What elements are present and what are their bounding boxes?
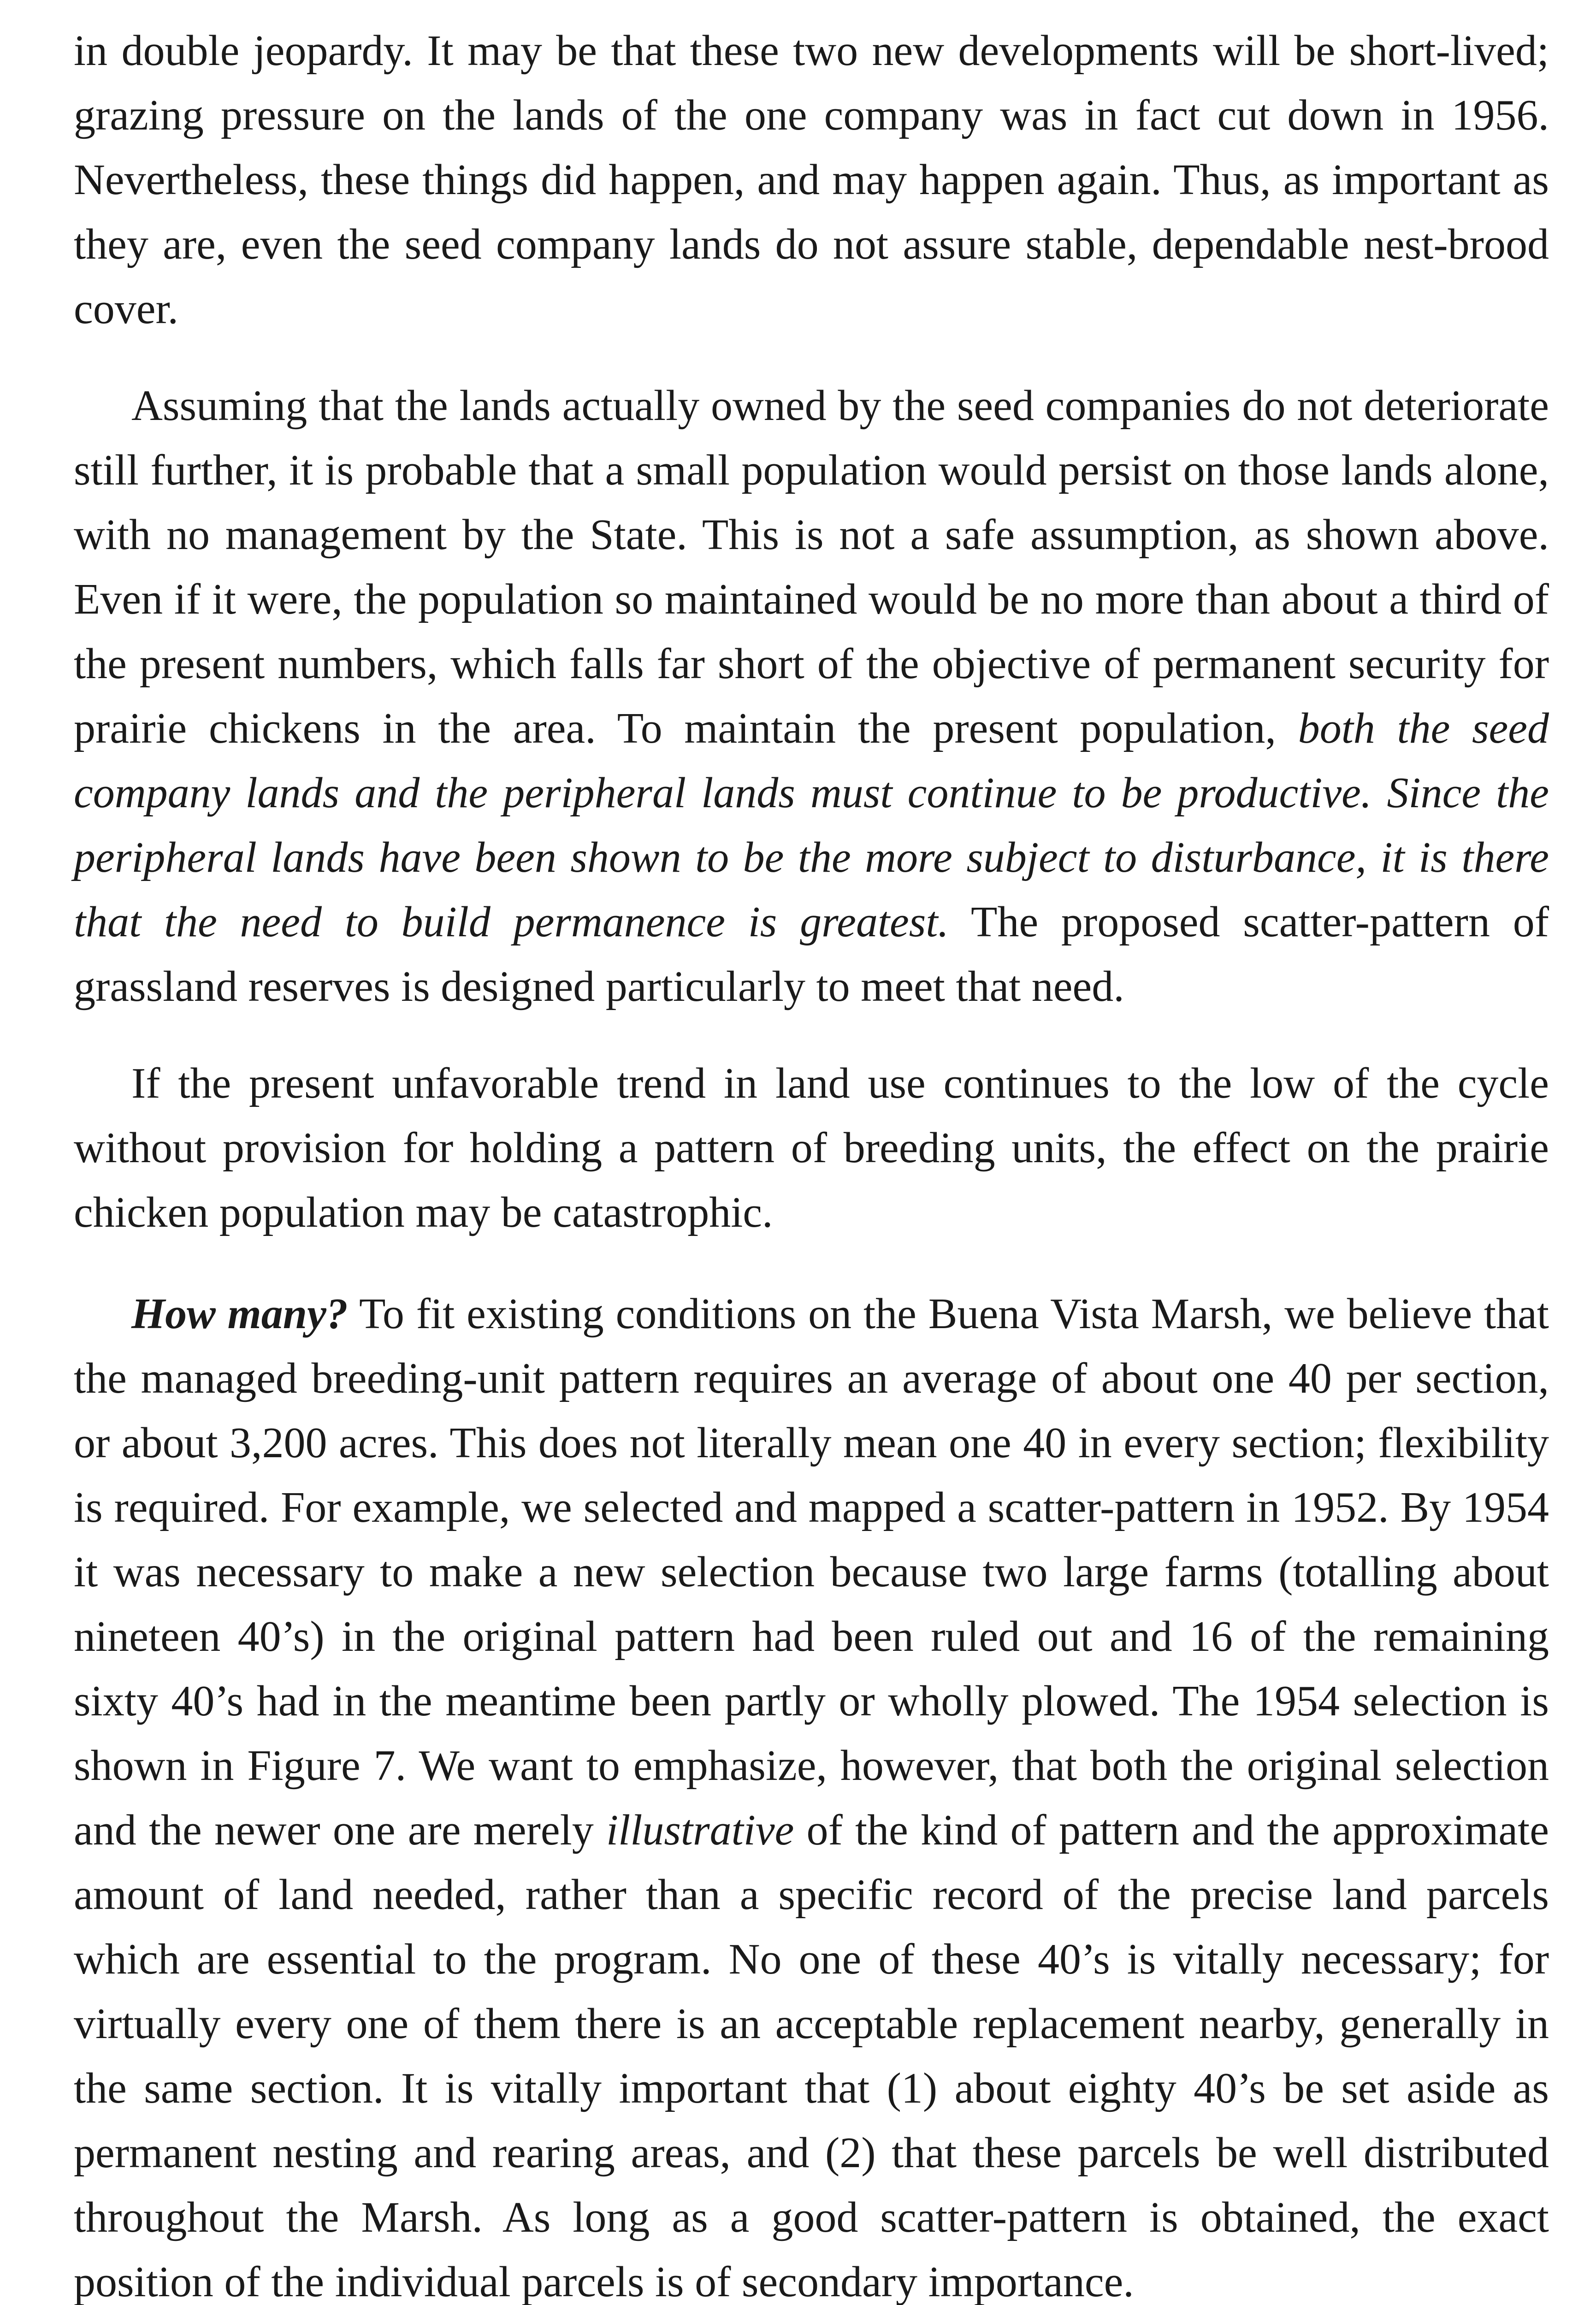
book-page [74, 18, 1549, 2305]
paragraph-seed-company-lands [74, 373, 1549, 1019]
paragraph-unfavorable-trend [74, 1051, 1549, 1245]
paragraph-text: of the kind of pattern and the approximate amount of land needed, rather than a specific record of the precise land parcels which are essential to the program. No one of these 40’s is vitally necessary; for virtually every one of them there is an acceptable replacement nearby, generally in the same section. It is vitally important that (1) about eighty 40’s be set aside as permanent nesting and rearing areas, and (2) that these parcels be well distributed throughout the Marsh. As long as a good scatter-pattern is obtained, the exact position of the individual parcels is of secondary importance. [74, 1806, 1549, 2305]
paragraph-text: To fit existing conditions on the Buena Vista Marsh, we believe that the managed breeding-unit pattern requires an average of about one 40 per section, or about 3,200 acres. This does not literally mean one 40 in every section; flexibility is required. For example, we selected and mapped a scatter-pattern in 1952. By 1954 it was necessary to make a new selection because two large farms (totalling about nineteen 40’s) in the original pattern had been ruled out and 16 of the remaining sixty 40’s had in the meantime been partly or wholly plowed. The 1954 selection is shown in Figure 7. We want to emphasize, however, that both the original selection and the newer one are merely [74, 1290, 1549, 1854]
paragraph-text: in double jeopardy. It may be that these two new developments will be short-lived; grazing pressure on the lands of the one company was in fact cut down in 1956. Nevertheless, these things did happen, and may happen again. Thus, as important as they are, even the seed company lands do not assure stable, dependable nest-brood cover. [74, 27, 1549, 333]
paragraph-how-many [74, 1282, 1549, 2305]
emphasized-text: both the seed company lands and the peripheral lands must continue to be productive. Since the peripheral lands have been shown to be the more subject to disturbance, it is there that the need to build permanence is greatest. [74, 704, 1549, 946]
paragraph-text: Assuming that the lands actually owned by the seed companies do not deteriorate still further, it is probable that a small population would persist on those lands alone, with no management by the State. This is not a safe assumption, as shown above. Even if it were, the population so maintained would be no more than about a third of the present numbers, which falls far short of the objective of permanent security for prairie chickens in the area. To maintain the present population, [74, 382, 1549, 752]
paragraph-text: If the present unfavorable trend in land use continues to the low of the cycle without provision for holding a pattern of breeding units, the effect on the prairie chicken population may be catastrophic. [74, 1059, 1549, 1236]
paragraph-text: The proposed scatter-pattern of grassland reserves is designed particularly to meet that need. [74, 898, 1549, 1011]
run-in-heading: How many? [131, 1290, 348, 1338]
emphasized-text: illustrative [606, 1806, 794, 1854]
paragraph-continued [74, 18, 1549, 341]
